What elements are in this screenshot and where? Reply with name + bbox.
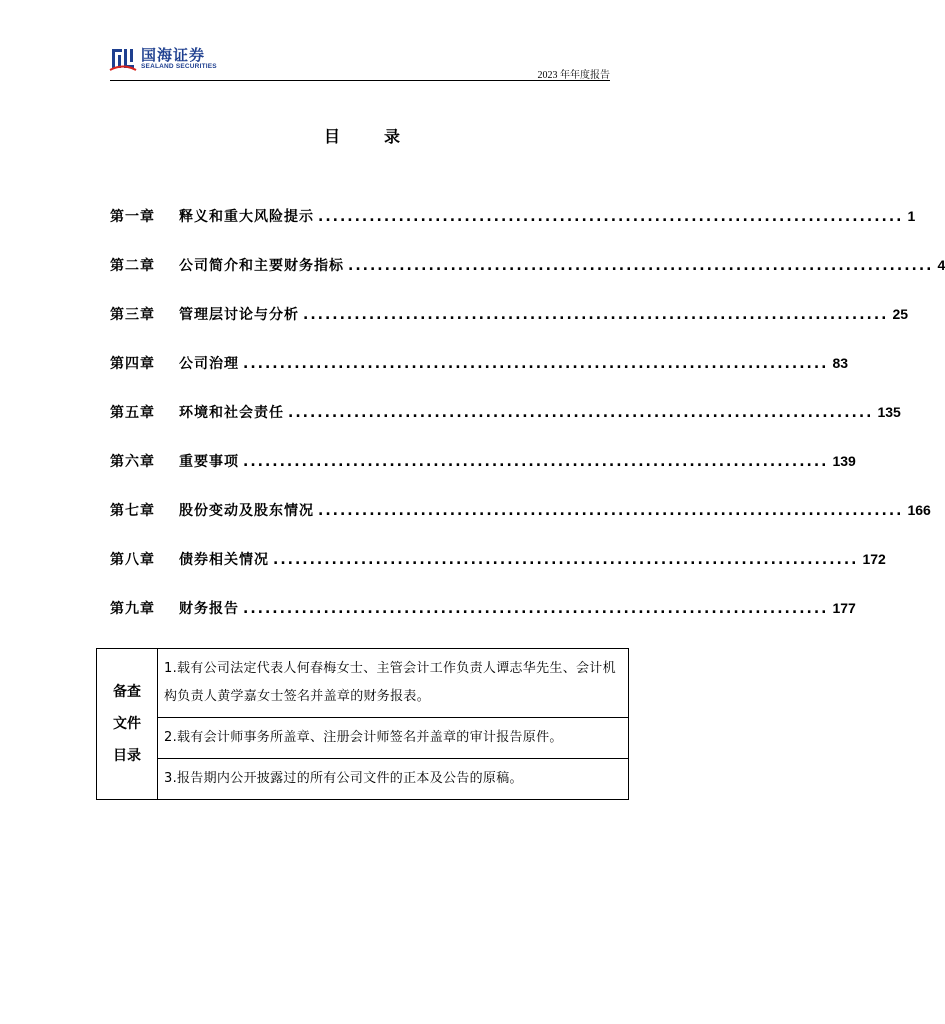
toc-entry[interactable] <box>110 451 856 500</box>
toc-page-number: 1 <box>907 208 916 224</box>
toc-entry[interactable] <box>110 402 901 451</box>
toc-chapter: 第八章 <box>110 552 155 568</box>
toc-entry[interactable] <box>110 353 849 402</box>
label-line: 文件 <box>113 716 141 732</box>
reference-documents-table <box>96 648 629 800</box>
toc-page-number: 135 <box>877 404 901 420</box>
sealand-logo-icon <box>110 46 136 72</box>
toc-page-number: 139 <box>832 453 856 469</box>
page-header <box>110 42 610 80</box>
toc-title: 重要事项 <box>179 454 239 470</box>
toc-title: 债券相关情况 <box>179 552 269 568</box>
toc-leader: ................................................................................ <box>348 258 934 274</box>
toc-page-number: 25 <box>892 306 909 322</box>
title-char-2: 录 <box>384 127 401 146</box>
toc-title: 股份变动及股东情况 <box>179 503 314 519</box>
toc-title: 环境和社会责任 <box>179 405 284 421</box>
toc-leader: ................................................................................ <box>318 503 904 519</box>
toc-leader: ................................................................................ <box>318 209 904 225</box>
logo-english-name: SEALAND SECURITIES <box>141 63 217 70</box>
toc-leader: ................................................................................ <box>273 552 859 568</box>
toc-chapter: 第三章 <box>110 307 155 323</box>
title-char-1: 目 <box>323 127 340 146</box>
reference-document-item: 2.载有会计师事务所盖章、注册会计师签名并盖章的审计报告原件。 <box>158 718 629 759</box>
label-line: 目录 <box>113 748 141 764</box>
toc-chapter: 第一章 <box>110 209 155 225</box>
toc-title: 管理层讨论与分析 <box>179 307 299 323</box>
toc-chapter: 第四章 <box>110 356 155 372</box>
toc-chapter: 第七章 <box>110 503 155 519</box>
toc-leader: ................................................................................ <box>288 405 874 421</box>
toc-entry[interactable] <box>110 255 945 304</box>
logo-chinese-name: 国海证券 <box>141 46 206 64</box>
toc-title: 公司简介和主要财务指标 <box>179 258 344 274</box>
toc-leader: ................................................................................ <box>243 601 829 617</box>
toc-title: 释义和重大风险提示 <box>179 209 314 225</box>
toc-leader: ................................................................................ <box>243 454 829 470</box>
company-logo <box>110 46 217 72</box>
table-of-contents <box>110 206 945 647</box>
toc-title: 公司治理 <box>179 356 239 372</box>
toc-title: 财务报告 <box>179 601 239 617</box>
page-title <box>0 124 724 147</box>
toc-page-number: 177 <box>832 600 856 616</box>
toc-entry[interactable] <box>110 500 931 549</box>
reference-documents-label <box>97 649 158 800</box>
reference-document-item: 1.载有公司法定代表人何春梅女士、主管会计工作负责人谭志华先生、会计机构负责人黄学嘉女士签名并盖章的财务报表。 <box>158 649 629 718</box>
toc-chapter: 第六章 <box>110 454 155 470</box>
toc-leader: ................................................................................ <box>243 356 829 372</box>
report-name: 2023 年年度报告 <box>537 70 610 81</box>
toc-entry[interactable] <box>110 549 886 598</box>
label-line: 备查 <box>113 684 141 700</box>
toc-entry[interactable] <box>110 304 909 353</box>
toc-chapter: 第五章 <box>110 405 155 421</box>
header-divider <box>110 80 610 81</box>
toc-leader: ................................................................................ <box>303 307 889 323</box>
toc-entry[interactable] <box>110 598 856 647</box>
toc-chapter: 第二章 <box>110 258 155 274</box>
toc-chapter: 第九章 <box>110 601 155 617</box>
toc-page-number: 4 <box>937 257 945 273</box>
reference-document-item: 3.报告期内公开披露过的所有公司文件的正本及公告的原稿。 <box>158 759 629 800</box>
toc-page-number: 166 <box>907 502 931 518</box>
toc-entry[interactable] <box>110 206 916 255</box>
toc-page-number: 83 <box>832 355 849 371</box>
toc-page-number: 172 <box>862 551 886 567</box>
